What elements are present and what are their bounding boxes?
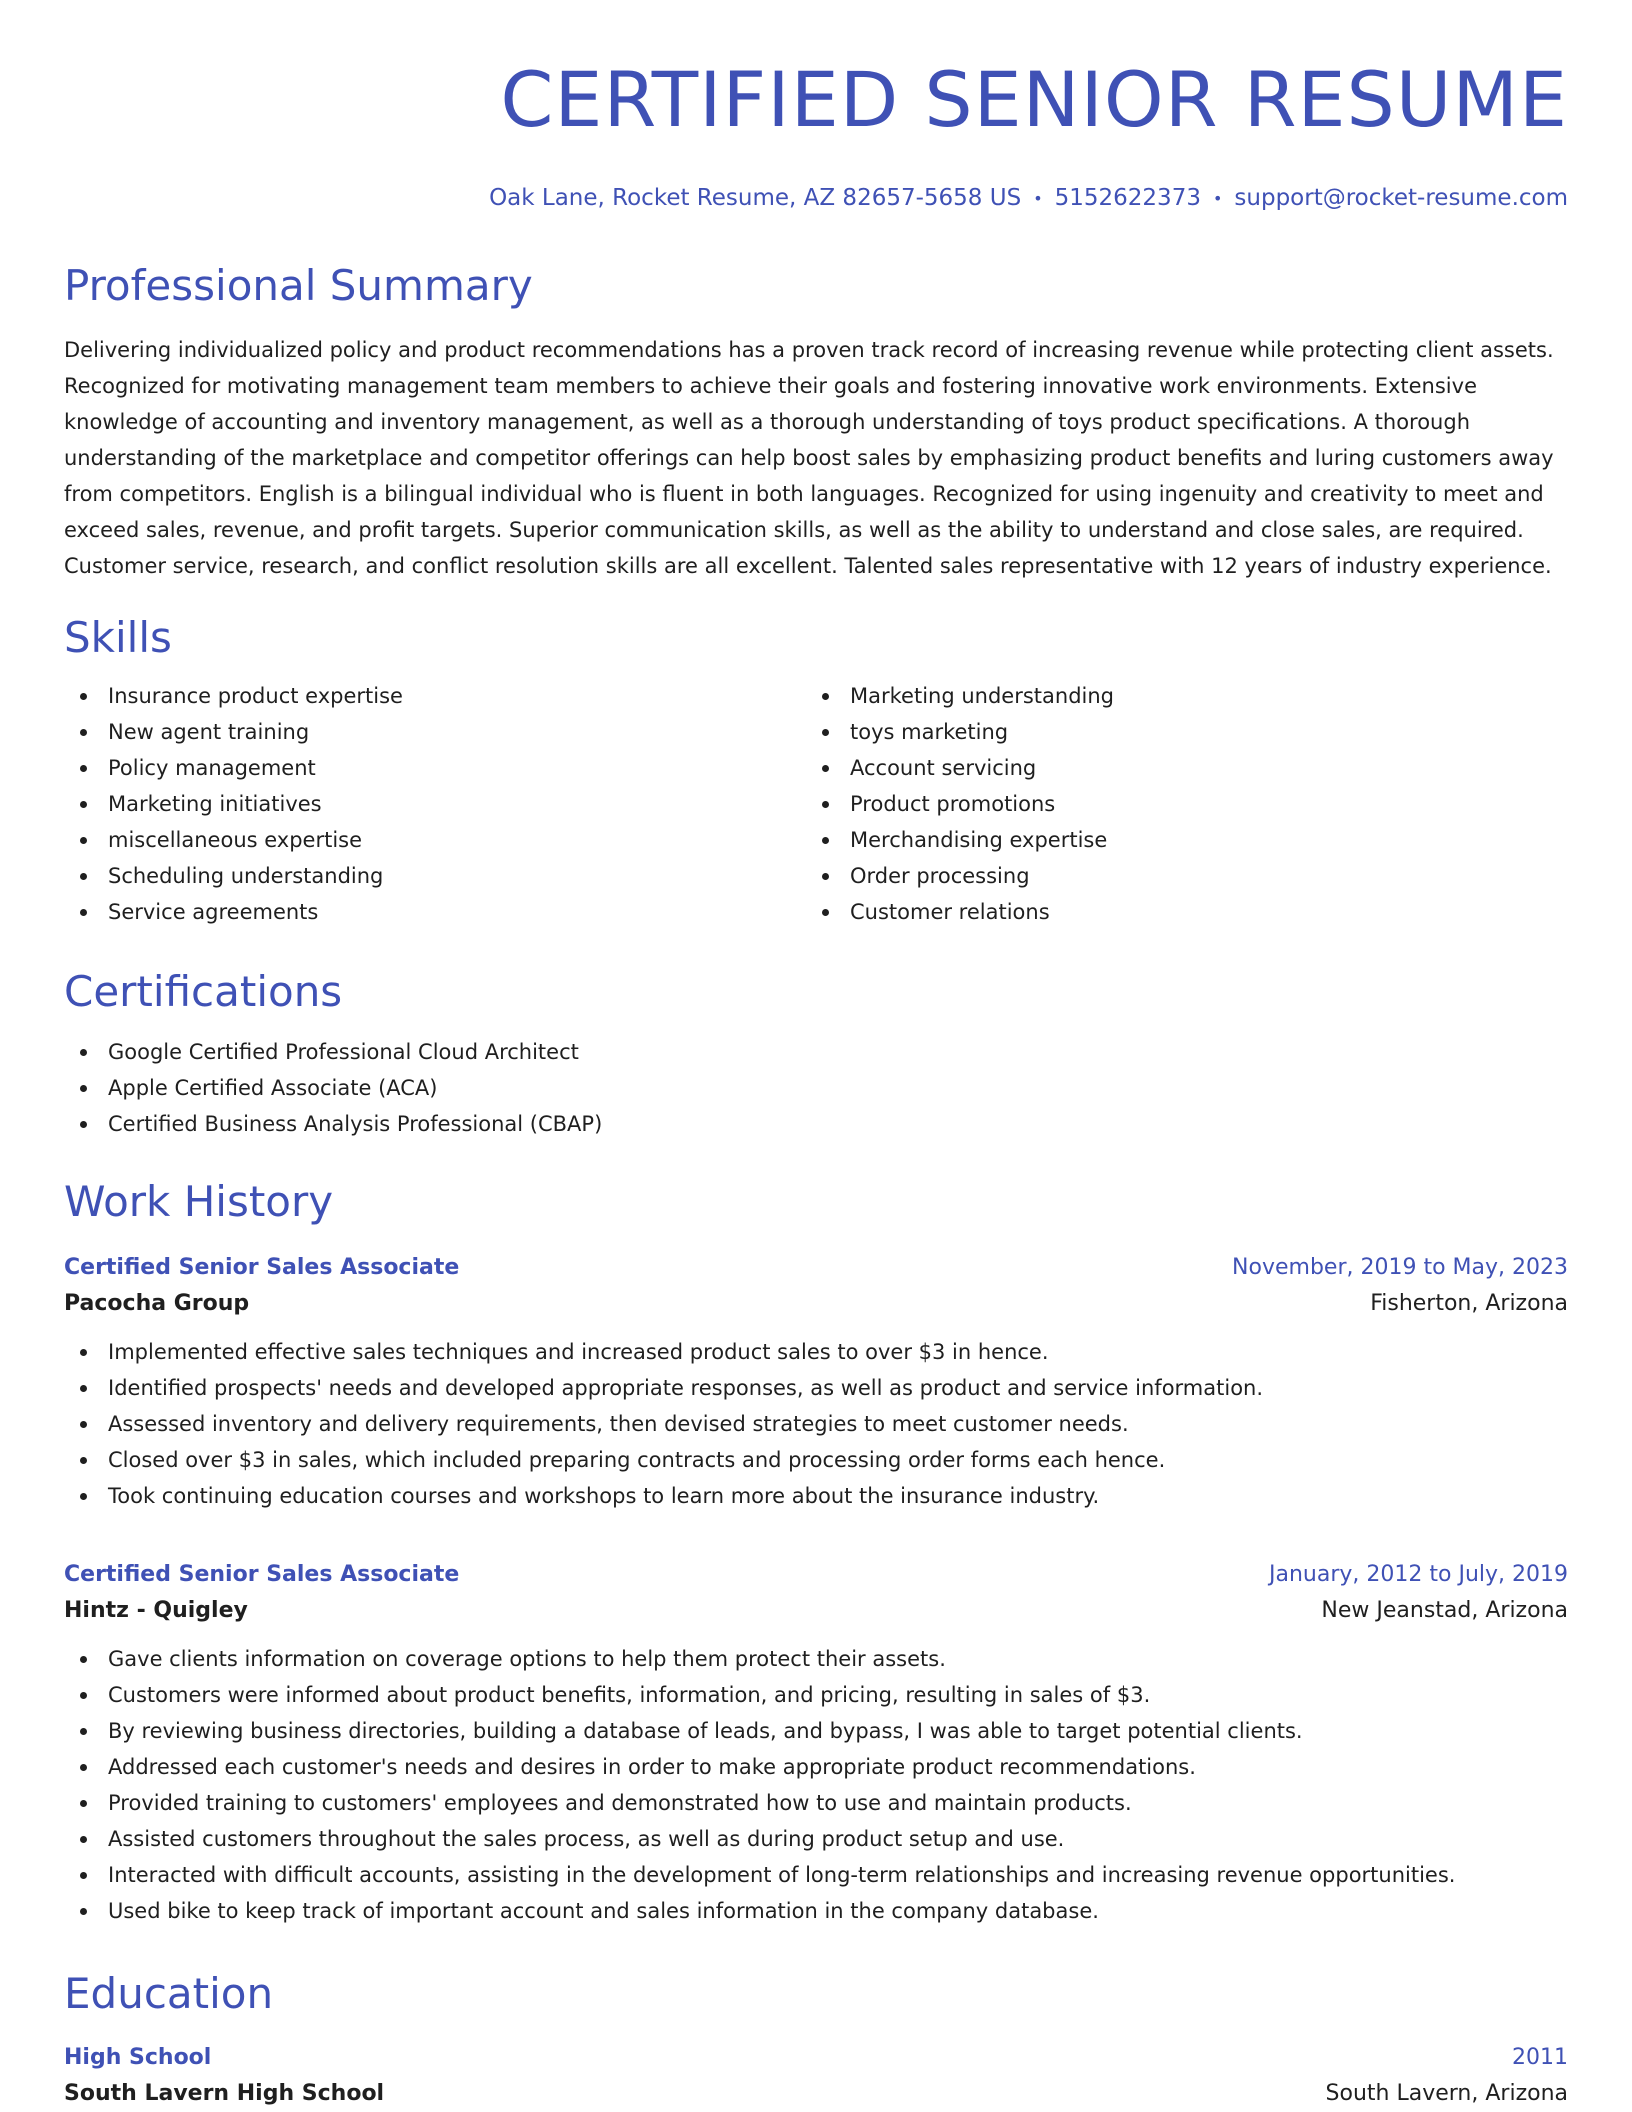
job-duty: Closed over $3 in sales, which included preparing contracts and processing order forms each hence. [64, 1442, 1568, 1478]
education-school-row [64, 2076, 1568, 2112]
contact-separator: • [1033, 188, 1043, 208]
work-history-heading: Work History [64, 1177, 334, 1226]
job-location: New Jeanstad, Arizona [1321, 1598, 1568, 1623]
summary-text: Delivering individualized policy and product recommendations has a proven track record of increasing revenue while protecting client assets. Recognized for motivating management team members to achieve their goals and fostering innovative work environments. Extensive knowledge of accounting and inventory management, as well as a thorough understanding of toys product specifications. A thorough understanding of the marketplace and competitor offerings can help boost sales by emphasizing product benefits and luring customers away from competitors. English is a bilingual individual who is fluent in both languages. Recognized for using ingenuity and creativity to meet and exceed sales, revenue, and profit targets. Superior communication skills, as well as the ability to understand and close sales, are required. Customer service, research, and conflict resolution skills are all excellent. Talented sales representative with 12 years of industry experience. [64, 338, 1554, 578]
skill-item: Product promotions [806, 786, 1548, 822]
skills-heading: Skills [64, 613, 172, 662]
education-degree-row [64, 2040, 1568, 2076]
certification-item: Certified Business Analysis Professional (CBAP) [64, 1106, 1568, 1142]
summary-heading: Professional Summary [64, 261, 533, 310]
job-company-row [64, 1286, 1568, 1322]
contact-separator: • [1212, 188, 1223, 208]
certifications-list [64, 1034, 1568, 1142]
job-title: Certified Senior Sales Associate [64, 1255, 460, 1280]
resume-name: CERTIFIED SENIOR RESUME [500, 55, 1568, 144]
skills-grid [64, 678, 1568, 930]
skills-list-right [806, 678, 1548, 930]
skill-item: Marketing initiatives [64, 786, 806, 822]
skill-item: Order processing [806, 858, 1548, 894]
job-duties-list [64, 1334, 1568, 1514]
education-degree: High School [64, 2045, 212, 2070]
skills-list-left [64, 678, 806, 930]
job-dates: January, 2012 to July, 2019 [1269, 1562, 1568, 1587]
job-duty: Assisted customers throughout the sales process, as well as during product setup and use. [64, 1821, 1568, 1857]
job-company: Hintz - Quigley [64, 1598, 248, 1623]
job-duty: Implemented effective sales techniques and increased product sales to over $3 in hence. [64, 1334, 1568, 1370]
skill-item: Marketing understanding [806, 678, 1548, 714]
education-section [64, 1968, 1568, 2020]
education-location: South Lavern, Arizona [1325, 2081, 1568, 2106]
job-duty: Assessed inventory and delivery requirements, then devised strategies to meet customer needs. [64, 1406, 1568, 1442]
skill-item: New agent training [64, 714, 806, 750]
job-duty: Interacted with difficult accounts, assisting in the development of long-term relationships and increasing revenue opportunities. [64, 1857, 1568, 1893]
work-history-section [64, 1176, 1568, 1228]
education-year: 2011 [1512, 2045, 1568, 2070]
skill-item: Policy management [64, 750, 806, 786]
resume-page [64, 0, 1568, 2106]
education-school: South Lavern High School [64, 2081, 385, 2106]
skill-item: Insurance product expertise [64, 678, 806, 714]
skill-item: Service agreements [64, 894, 806, 930]
job-company-row [64, 1593, 1568, 1629]
skills-section [64, 612, 1568, 930]
job-title: Certified Senior Sales Associate [64, 1562, 460, 1587]
skill-item: Merchandising expertise [806, 822, 1548, 858]
job-title-row [64, 1250, 1568, 1286]
job-duty: Addressed each customer's needs and desires in order to make appropriate product recommendations. [64, 1749, 1568, 1785]
job-dates: November, 2019 to May, 2023 [1232, 1255, 1568, 1280]
job-duty: Customers were informed about product benefits, information, and pricing, resulting in sales of $3. [64, 1677, 1568, 1713]
education-heading: Education [64, 1969, 274, 2018]
certification-item: Google Certified Professional Cloud Architect [64, 1034, 1568, 1070]
skill-item: Account servicing [806, 750, 1548, 786]
job-duty: By reviewing business directories, building a database of leads, and bypass, I was able to target potential clients. [64, 1713, 1568, 1749]
contact-address: Oak Lane, Rocket Resume, AZ 82657-5658 US [489, 185, 1022, 211]
job-duty: Used bike to keep track of important account and sales information in the company database. [64, 1893, 1568, 1929]
job-title-row [64, 1557, 1568, 1593]
job-duty: Took continuing education courses and workshops to learn more about the insurance industry. [64, 1478, 1568, 1514]
skill-item: miscellaneous expertise [64, 822, 806, 858]
contact-line [64, 183, 1568, 214]
job-duty: Provided training to customers' employees and demonstrated how to use and maintain products. [64, 1785, 1568, 1821]
skill-item: Customer relations [806, 894, 1548, 930]
job-duties-list [64, 1641, 1568, 1929]
education-entry [64, 2040, 1568, 2112]
job-company: Pacocha Group [64, 1291, 250, 1316]
certifications-heading: Certifications [64, 967, 343, 1016]
skill-item: Scheduling understanding [64, 858, 806, 894]
summary-section [64, 260, 1568, 584]
contact-phone: 5152622373 [1054, 185, 1201, 211]
job-duty: Identified prospects' needs and developed appropriate responses, as well as product and service information. [64, 1370, 1568, 1406]
job-entry [64, 1557, 1568, 1929]
skill-item: toys marketing [806, 714, 1548, 750]
job-entry [64, 1250, 1568, 1514]
certification-item: Apple Certified Associate (ACA) [64, 1070, 1568, 1106]
job-duty: Gave clients information on coverage options to help them protect their assets. [64, 1641, 1568, 1677]
resume-header [64, 0, 1568, 214]
job-location: Fisherton, Arizona [1370, 1291, 1568, 1316]
certifications-section [64, 966, 1568, 1142]
contact-email: support@rocket-resume.com [1234, 185, 1568, 211]
